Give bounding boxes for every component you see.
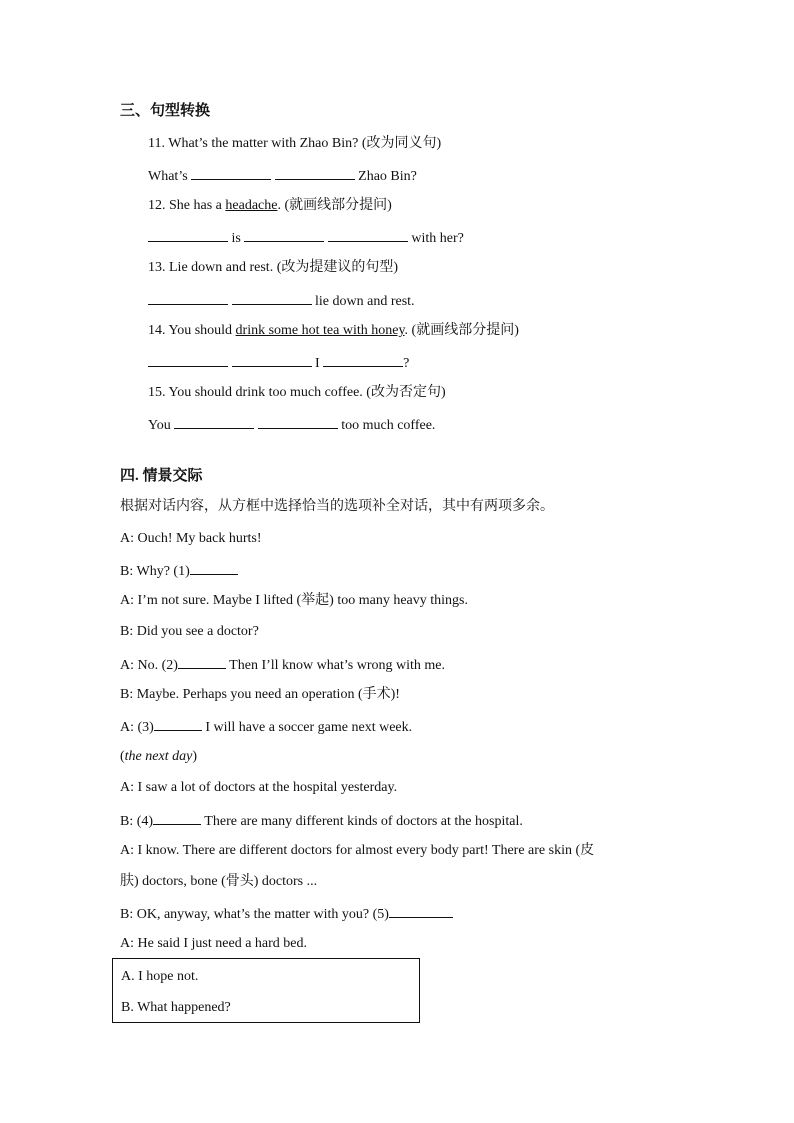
answer-blank[interactable] [148, 228, 228, 242]
q15-answer-line [148, 415, 435, 435]
answer-blank[interactable] [244, 228, 324, 242]
dialogue-line: B: Did you see a doctor? [120, 624, 259, 639]
options-box [112, 958, 420, 1023]
q12-text [148, 197, 392, 215]
dialogue-line: 肤) doctors, bone (骨头) doctors ... [120, 874, 318, 889]
dialogue-line [120, 655, 445, 675]
answer-blank[interactable] [154, 717, 202, 731]
answer-blank[interactable] [323, 353, 403, 367]
option-a: A. I hope not. [121, 969, 199, 984]
underlined-phrase: headache [225, 198, 278, 213]
dialogue-line: A: I’m not sure. Maybe I lifted (举起) too many heavy things. [120, 593, 468, 608]
dialogue-line: B: Maybe. Perhaps you need an operation (手术)! [120, 687, 400, 702]
q12-middle: is [228, 231, 245, 246]
dialogue-text: B: (4) [120, 814, 154, 829]
q14-suffix: . (就画线部分提问) [404, 323, 519, 338]
q14-middle: I [311, 356, 324, 371]
dialogue-text: I will have a soccer game next week. [201, 720, 413, 735]
dialogue-line [120, 717, 412, 737]
q11-text: 11. What’s the matter with Zhao Bin? (改为同义句) [148, 136, 442, 151]
answer-blank[interactable] [190, 561, 238, 575]
q15-text: 15. You should drink too much coffee. (改为否定句) [148, 385, 446, 400]
q11-suffix: Zhao Bin? [354, 169, 417, 184]
answer-blank[interactable] [232, 291, 312, 305]
dialogue-line [120, 811, 523, 831]
q12-answer-line [148, 228, 464, 248]
option-b: B. What happened? [121, 1000, 231, 1015]
dialogue-line [120, 904, 453, 924]
section3-heading: 三、句型转换 [120, 103, 211, 119]
dialogue-text: Then I’ll know what’s wrong with me. [225, 658, 445, 673]
stage-direction-text: the next day [124, 749, 193, 764]
dialogue-line: A: Ouch! My back hurts! [120, 531, 262, 546]
q12-prefix: 12. She has a [148, 198, 226, 213]
dialogue-stage-direction: (the next day) [120, 749, 197, 764]
answer-blank[interactable] [232, 353, 312, 367]
dialogue-text: A: (3) [120, 720, 154, 735]
dialogue-line: A: I know. There are different doctors for almost every body part! There are skin (皮 [120, 843, 595, 858]
dialogue-line: A: He said I just need a hard bed. [120, 936, 307, 951]
q14-text [148, 322, 519, 340]
answer-blank[interactable] [191, 166, 271, 180]
underlined-phrase: drink some hot tea with honey [235, 323, 405, 338]
dialogue-line [120, 561, 238, 581]
answer-blank[interactable] [275, 166, 355, 180]
q14-suffix-answer: ? [403, 356, 410, 371]
q11-prefix: What’s [148, 169, 192, 184]
dialogue-text: B: Why? (1) [120, 564, 190, 579]
dialogue-line: A: I saw a lot of doctors at the hospital yesterday. [120, 780, 398, 795]
section4-instruction: 根据对话内容，从方框中选择恰当的选项补全对话，其中有两项多余。 [120, 499, 554, 514]
q14-prefix: 14. You should [148, 323, 236, 338]
q13-text: 13. Lie down and rest. (改为提建议的句型) [148, 260, 399, 275]
q15-prefix: You [148, 418, 175, 433]
q12-suffix-answer: with her? [407, 231, 464, 246]
dialogue-text: There are many different kinds of doctors at the hospital. [201, 814, 523, 829]
q13-suffix: lie down and rest. [311, 294, 415, 309]
q14-answer-line [148, 353, 409, 373]
answer-blank[interactable] [328, 228, 408, 242]
answer-blank[interactable] [258, 415, 338, 429]
q15-suffix: too much coffee. [337, 418, 436, 433]
q13-answer-line [148, 291, 415, 311]
answer-blank[interactable] [389, 904, 453, 918]
q11-answer-line [148, 166, 417, 186]
q12-suffix: . (就画线部分提问) [277, 198, 392, 213]
answer-blank[interactable] [153, 811, 201, 825]
section4-heading: 四. 情景交际 [120, 468, 203, 484]
answer-blank[interactable] [148, 291, 228, 305]
answer-blank[interactable] [148, 353, 228, 367]
dialogue-text: B: OK, anyway, what’s the matter with you? (5) [120, 907, 389, 922]
answer-blank[interactable] [178, 655, 226, 669]
answer-blank[interactable] [174, 415, 254, 429]
dialogue-text: A: No. (2) [120, 658, 178, 673]
